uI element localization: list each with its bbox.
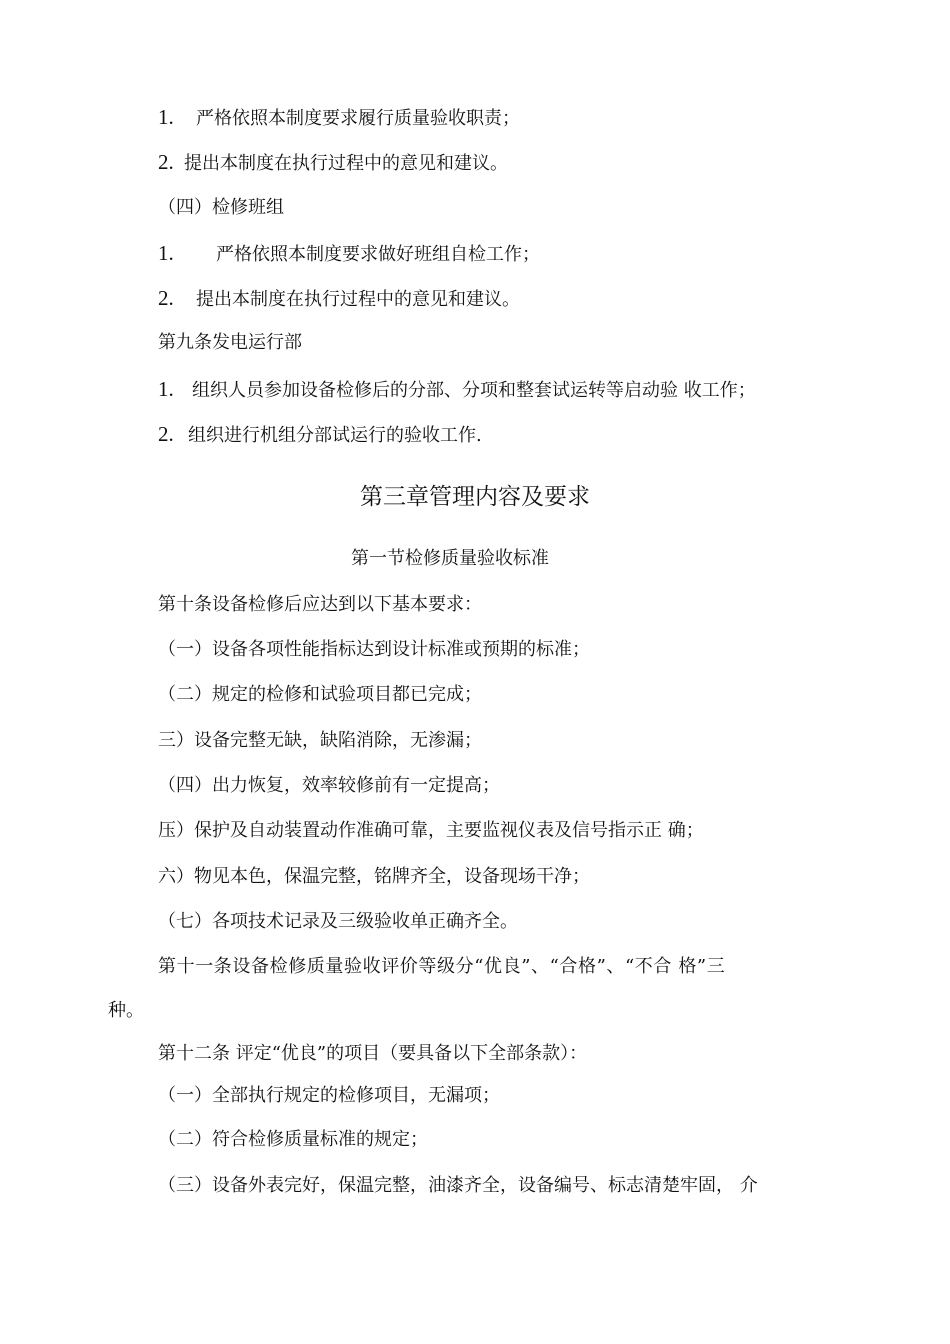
list-item bbox=[158, 421, 850, 449]
chapter-title: 第三章管理内容及要求 bbox=[360, 484, 590, 510]
list-item: （七）各项技术记录及三级验收单正确齐全。 bbox=[158, 911, 518, 932]
list-item: （三）设备外表完好，保温完整，油漆齐全，设备编号、标志清楚牢固， 介 bbox=[158, 1175, 758, 1196]
list-text: 提出本制度在执行过程中的意见和建议。 bbox=[184, 153, 508, 174]
list-item: （一）设备各项性能指标达到设计标准或预期的标准； bbox=[158, 639, 590, 660]
list-item bbox=[158, 104, 850, 132]
list-item: 三）设备完整无缺，缺陷消除，无渗漏； bbox=[158, 730, 482, 751]
list-number: 2. bbox=[158, 150, 174, 174]
list-item: （二）符合检修质量标准的规定； bbox=[158, 1129, 428, 1150]
list-item bbox=[158, 285, 850, 313]
article-paragraph: 第十二条 评定“优良”的项目（要具备以下全部条款）： bbox=[158, 1043, 588, 1064]
list-item: （二）规定的检修和试验项目都已完成； bbox=[158, 684, 482, 705]
list-text: 组织人员参加设备检修后的分部、分项和整套试运转等启动验 收工作； bbox=[192, 380, 756, 401]
list-number: 1. bbox=[158, 241, 174, 265]
list-text: 严格依照本制度要求做好班组自检工作； bbox=[216, 244, 540, 265]
section-title: 第一节检修质量验收标准 bbox=[351, 548, 549, 569]
article-heading: 第九条发电运行部 bbox=[158, 332, 302, 353]
list-number: 1. bbox=[158, 105, 174, 129]
list-item: 压）保护及自动装置动作准确可靠，主要监视仪表及信号指示正 确； bbox=[158, 820, 704, 841]
subsection-heading: （四）检修班组 bbox=[158, 197, 284, 218]
list-number: 2. bbox=[158, 422, 174, 446]
list-text: 提出本制度在执行过程中的意见和建议。 bbox=[196, 289, 520, 310]
list-number: 1. bbox=[158, 377, 174, 401]
list-item bbox=[158, 376, 850, 404]
list-text: 组织进行机组分部试运行的验收工作. bbox=[188, 425, 482, 446]
list-item bbox=[158, 149, 850, 177]
list-item: （四）出力恢复，效率较修前有一定提高； bbox=[158, 775, 500, 796]
article-paragraph: 第十条设备检修后应达到以下基本要求： bbox=[158, 594, 482, 615]
list-number: 2. bbox=[158, 286, 174, 310]
article-paragraph: 第十一条设备检修质量验收评价等级分“优良”、“合格”、“不合 格”三 bbox=[158, 956, 726, 977]
paragraph-continuation: 种。 bbox=[108, 1000, 144, 1021]
list-item bbox=[158, 240, 850, 268]
list-item: （一）全部执行规定的检修项目，无漏项； bbox=[158, 1085, 500, 1106]
list-text: 严格依照本制度要求履行质量验收职责； bbox=[196, 108, 520, 129]
list-item: 六）物见本色，保温完整，铭牌齐全，设备现场干净； bbox=[158, 866, 590, 887]
